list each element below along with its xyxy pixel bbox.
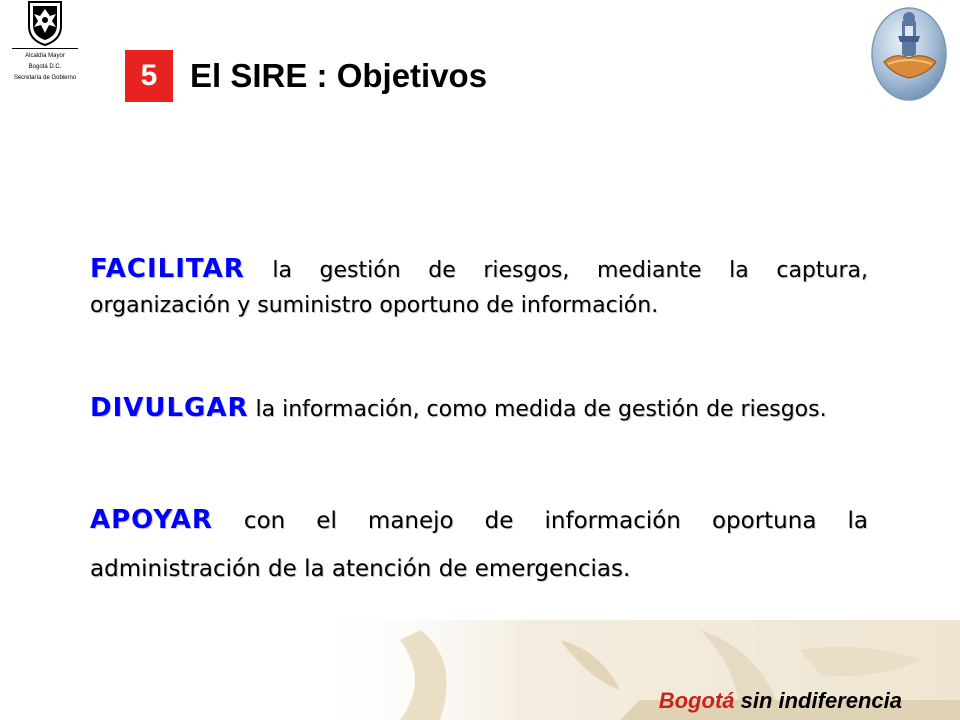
crest-line-3: Secretaría de Gobierno [13,75,77,81]
crest-line-2: Bogotá D.C. [28,64,62,70]
footer-brand-tagline: sin indiferencia [734,688,902,713]
sire-emblem-icon [868,2,950,106]
objective-text: la información, como medida de gestión de riesgos. [248,397,827,422]
crest-divider [12,48,78,49]
objective-keyword: APOYAR [90,505,213,535]
crest-shield-icon [25,0,65,46]
bogota-sin-indiferencia-logo [659,688,902,714]
crest-line-1: Alcaldía Mayor [25,53,65,59]
footer-brand-bogota: Bogotá [658,688,735,713]
objective-keyword: DIVULGAR [90,393,249,423]
bogota-crest-logo [12,0,78,100]
section-number-badge: 5 [125,50,173,102]
objective-divulgar [90,386,868,432]
objective-text: con el manejo de información oportuna la administración de la atención de emergencias. [90,508,868,582]
objective-text: la gestión de riesgos, mediante la captura, organización y suministro oportuno de información. [90,258,868,318]
objective-apoyar [90,496,868,593]
objective-facilitar [90,252,868,323]
objective-keyword: FACILITAR [90,254,245,284]
slide-title: El SIRE : Objetivos [190,57,488,94]
